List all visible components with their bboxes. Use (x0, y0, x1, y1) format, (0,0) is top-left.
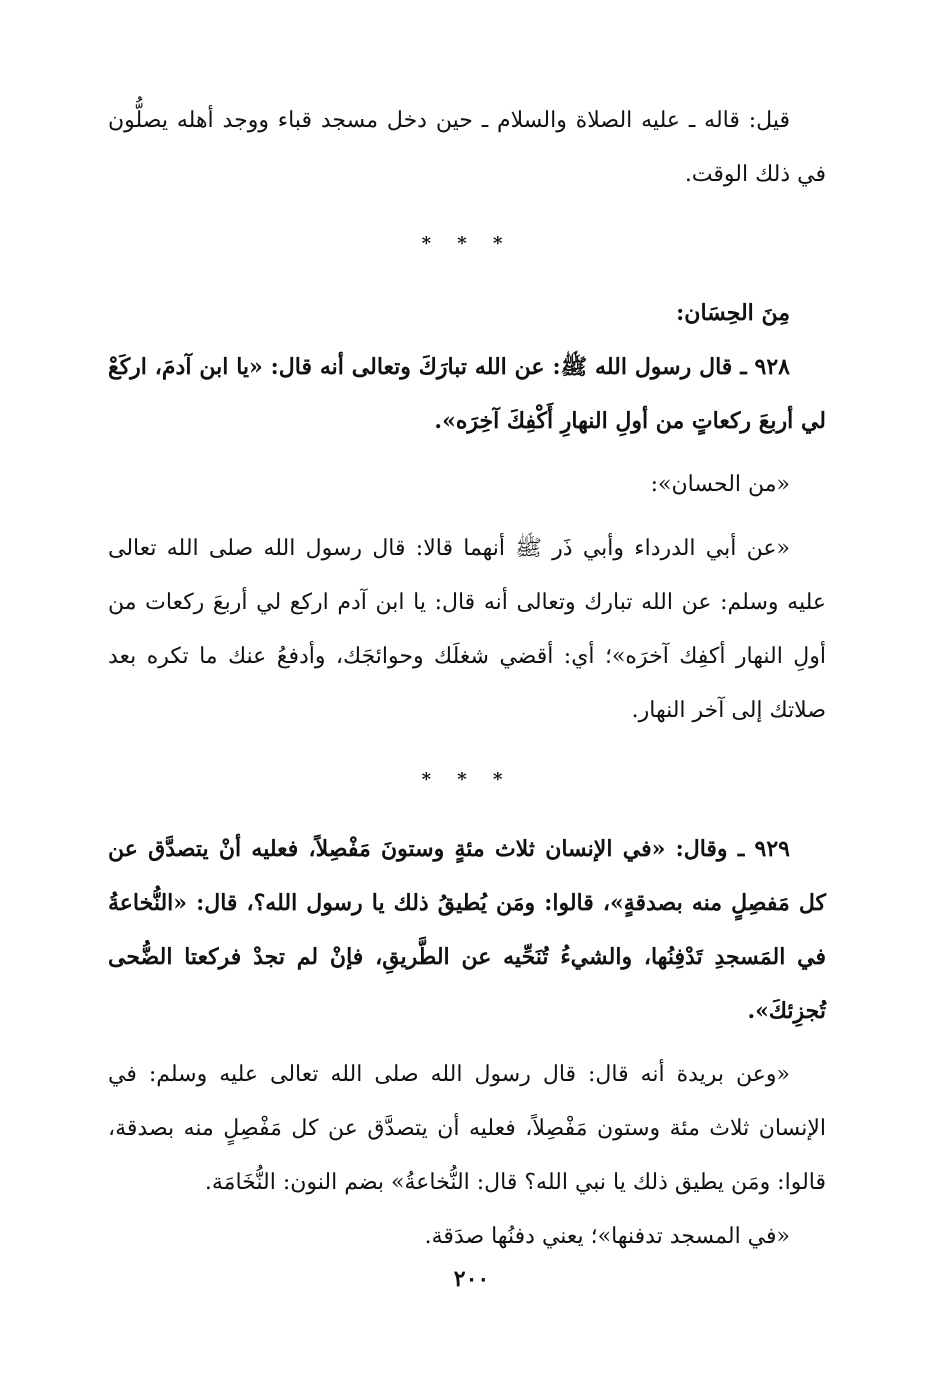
hadith-928: ٩٢٨ ـ قال رسول الله ﷺ: عن الله تبارَكَ وتعالى أنه قال: «يا ابن آدمَ، اركَعْ لي أربعَ ركعاتٍ من أولِ النهارِ أَكْفِكَ آخِرَه». (108, 354, 826, 434)
section-heading-hasan: مِنَ الحِسَان: (676, 300, 790, 326)
commentary-929: «وعن بريدة أنه قال: قال رسول الله صلى الله تعالى عليه وسلم: في الإنسان ثلاث مئة وستون مَفْصِلاً، فعليه أن يتصدَّق عن كل مَفْصِلٍ منه بصدقة، قالوا: ومَن يطيق ذلك يا نبي الله؟ قال: النُّخاعةُ» بضم النون: النُّخَامَة. (108, 1062, 826, 1195)
hadith-929: ٩٢٩ ـ وقال: «في الإنسان ثلاث مئةٍ وستونَ مَفْصِلاً، فعليه أنْ يتصدَّق عن كل مَفصِلٍ منه بصدقةٍ»، قالوا: ومَن يُطيقُ ذلك يا رسول الله؟، قال: «النُّخاعةُ في المَسجدِ تَدْفِنُها، والشيءُ تُنَحِّيه عن الطَّريقِ، فإنْ لم تجدْ فركعتا الضُّحى تُجزِئكَ». (108, 836, 826, 1024)
section-separator-2: * * * (421, 769, 513, 790)
commentary-929b: «في المسجد تدفنها»؛ يعني دفنُها صدَقة. (424, 1224, 790, 1249)
intro-paragraph: قيل: قاله ـ عليه الصلاة والسلام ـ حين دخل مسجد قباء ووجد أهله يصلُّون في ذلك الوقت. (108, 108, 826, 187)
page-body (108, 94, 826, 1264)
section-separator: * * * (421, 233, 513, 254)
commentary-label: «من الحسان»: (650, 472, 790, 497)
commentary-928: «عن أبي الدرداء وأبي ذَر ﷺ أنهما قالا: قال رسول الله صلى الله تعالى عليه وسلم: عن الله تبارك وتعالى أنه قال: يا ابن آدم اركع لي أربعَ ركعات من أولِ النهار أكفِك آخرَه»؛ أي: أقضي شغلَك وحوائجَك، وأدفعُ عنك ما تكره بعد صلاتك إلى آخر النهار. (108, 536, 826, 723)
page-number: ٢٠٠ (453, 1266, 490, 1292)
